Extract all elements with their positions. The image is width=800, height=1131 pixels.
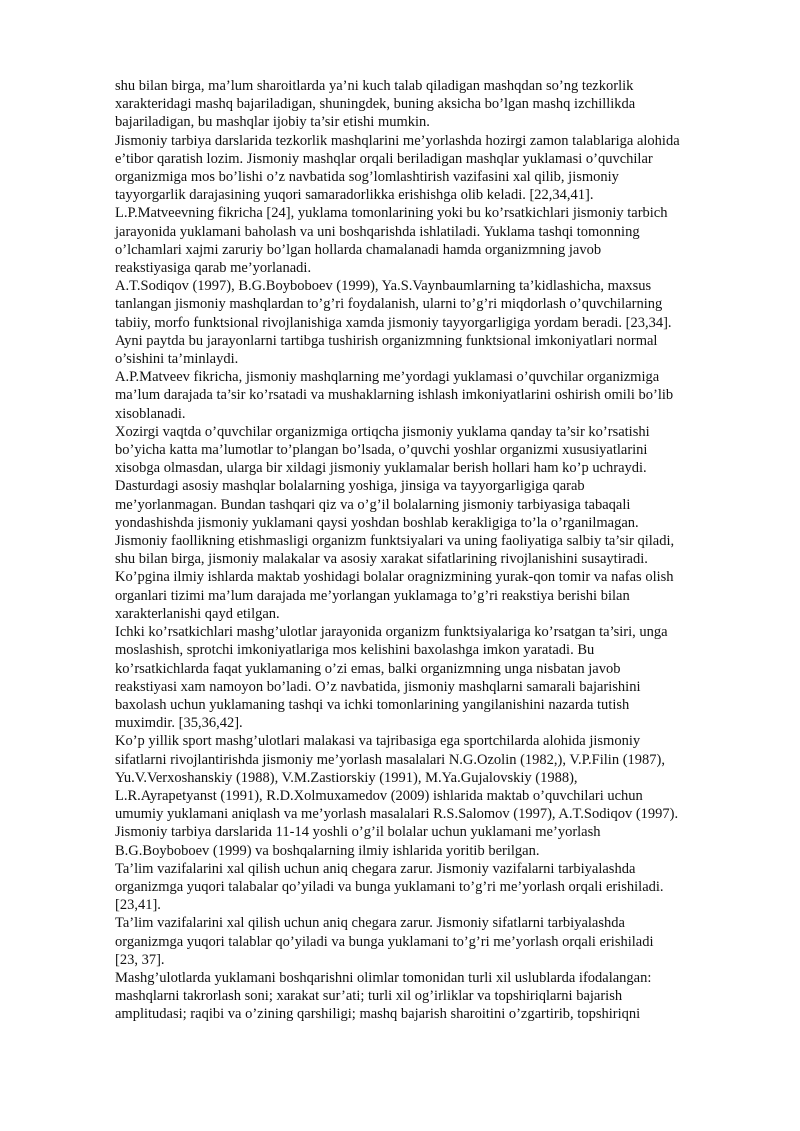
paragraph-6: Xozirgi vaqtda o’quvchilar organizmiga ortiqcha jismoniy yuklama qanday ta’sir ko’rsatishi bo’yicha katta ma’lumotlar to’plangan bo’lsada, o’quvchi yoshlar organizmi xususiyatlarini xisobga olmasdan, ularga bir xildagi jismoniy yuklamalar berish hollari ham ko’p uchraydi. Dasturdagi asosiy mashqlar bolalarning yoshiga, jinsiga va tayyorgarligiga qarab me’yorlanmagan. Bundan tashqari qiz va o’g’il bolalarning jismoniy tarbiyasiga tabaqali yondashishda jismoniy yuklamani qaysi yoshdan boshlab kerakligiga to’la o’rganilmagan. Jismoniy faollikning etishmasligi organizm funktsiyalari va uning faoliyatiga salbiy ta’sir qiladi, shu bilan birga, jismoniy malakalar va asosiy xarakat sifatlarining rivojlanishini susaytiradi. Ko’pgina ilmiy ishlarda maktab yoshidagi bolalar oragnizmining yurak-qon tomir va nafas olish organlari tizimi ma’lum darajada me’yorlangan yuklamaga to’g’ri reakstiya berishi bilan xarakterlanishi qayd etilgan. xyxy=(115,423,675,622)
paragraph-7: Ichki ko’rsatkichlari mashg’ulotlar jarayonida organizm funktsiyalariga ko’rsatgan ta’siri, unga moslashish, sprotchi imkoniyatlariga mos kelishini baxolashga imkon yaratadi. Bu ko’rsatkichlarda faqat yuklamaning o’zi emas, balki organizmning unga nisbatan javob reakstiyasi xam namoyon bo’ladi. O’z navbatida, jismoniy mashqlarni samarali bajarishini baxolash uchun yuklamaning tashqi va ichki tomonlarining yangilanishini nazarda tutish muximdir. [35,36,42]. xyxy=(115,624,668,732)
paragraph-11: Mashg’ulotlarda yuklamani boshqarishni olimlar tomonidan turli xil uslublarda ifodalangan: mashqlarni takrorlash soni; xarakat sur’ati; turli xil og’irliklar va topshiriqlarni bajarish amplitudasi; raqibi va o’zining qarshiligi; mashq bajarish sharoitini o’zgartirib, topshiriqni xyxy=(115,969,652,1023)
paragraph-4: A.T.Sodiqov (1997), B.G.Boyboboev (1999), Ya.S.Vaynbaumlarning ta’kidlashicha, maxsus tanlangan jismoniy mashqlardan to’g’ri foydalanish, ularni to’g’ri miqdorlash o’quvchilarning tabiiy, morfo funktsional rivojlanishiga xamda jismoniy tayyorgarligiga yordam beradi. [23,34]. Ayni paytda bu jarayonlarni tartibga tushirish organizmning funktsional imkoniyatlari normal o’sishini ta’minlaydi. xyxy=(115,278,672,368)
paragraph-2: Jismoniy tarbiya darslarida tezkorlik mashqlarini me’yorlashda hozirgi zamon talablariga alohida e’tibor qaratish lozim. Jismoniy mashqlar orqali beriladigan mashqlar yuklamasi o’quvchilar organizmiga mos bo’lishi o’z navbatida sog’lomlashtirish vazifasini xal qilib, jismoniy tayyorgarlik darajasining yuqori samaradorlikka erishishga olib keladi. [22,34,41]. xyxy=(115,132,680,204)
paragraph-5: A.P.Matveev fikricha, jismoniy mashqlarning me’yordagi yuklamasi o’quvchilar organizmiga ma’lum darajada ta’sir ko’rsatadi va mushaklarning ishlash imkoniyatlarini oshirish omili bo’lib xisoblanadi. xyxy=(115,369,674,422)
paragraph-8: Ko’p yillik sport mashg’ulotlari malakasi va tajribasiga ega sportchilarda alohida jismoniy sifatlarni rivojlantirishda jismoniy me’yorlash masalalari N.G.Ozolin (1982,), V.P.Filin (1987), Yu.V.Verxoshanskiy (1988), V.M.Zastiorskiy (1991), M.Ya.Gujalovskiy (1988), L.R.Ayrapetyanst (1991), R.D.Xolmuxamedov (2009) ishlarida maktab o’quvchilari uchun umumiy yuklamani aniqlash va me’yorlash masalalari R.S.Salomov (1997), A.T.Sodiqov (1997). Jismoniy tarbiya darslarida 11-14 yoshli o’g’il bolalar uchun yuklamani me’yorlash B.G.Boyboboev (1999) va boshqalarning ilmiy ishlarida yoritib berilgan. xyxy=(115,733,679,859)
paragraph-10: Ta’lim vazifalarini xal qilish uchun aniq chegara zarur. Jismoniy sifatlarni tarbiyalashda organizmga yuqori talablar qo’yiladi va bunga yuklamani to’g’ri me’yorlash orqali erishiladi [23, 37]. xyxy=(115,915,654,968)
paragraph-3: L.P.Matveevning fikricha [24], yuklama tomonlarining yoki bu ko’rsatkichlari jismoniy tarbich jarayonida yuklamani baholash va uni boshqarishda ishlatiladi. Yuklama tashqi tomonning o’lchamlari xajmi zaruriy bo’lgan hollarda chamalanadi hamda organizmning javob reakstiyasiga qarab me’yorlanadi. xyxy=(115,205,668,277)
paragraph-9: Ta’lim vazifalarini xal qilish uchun aniq chegara zarur. Jismoniy vazifalarni tarbiyalashda organizmga yuqori talabalar qo’yiladi va bunga yuklamani to’g’ri me’yorlash orqali erishiladi. [23,41]. xyxy=(115,860,664,914)
paragraph-1: shu bilan birga, ma’lum sharoitlarda ya’ni kuch talab qiladigan mashqdan so’ng tezkorlik xarakteridagi mashq bajariladigan, shuningdek, buning aksicha bo’lgan mashq izchillikda bajariladigan, bu mashqlar ijobiy ta’sir etishi mumkin. xyxy=(115,78,636,131)
document-page xyxy=(115,77,747,1024)
